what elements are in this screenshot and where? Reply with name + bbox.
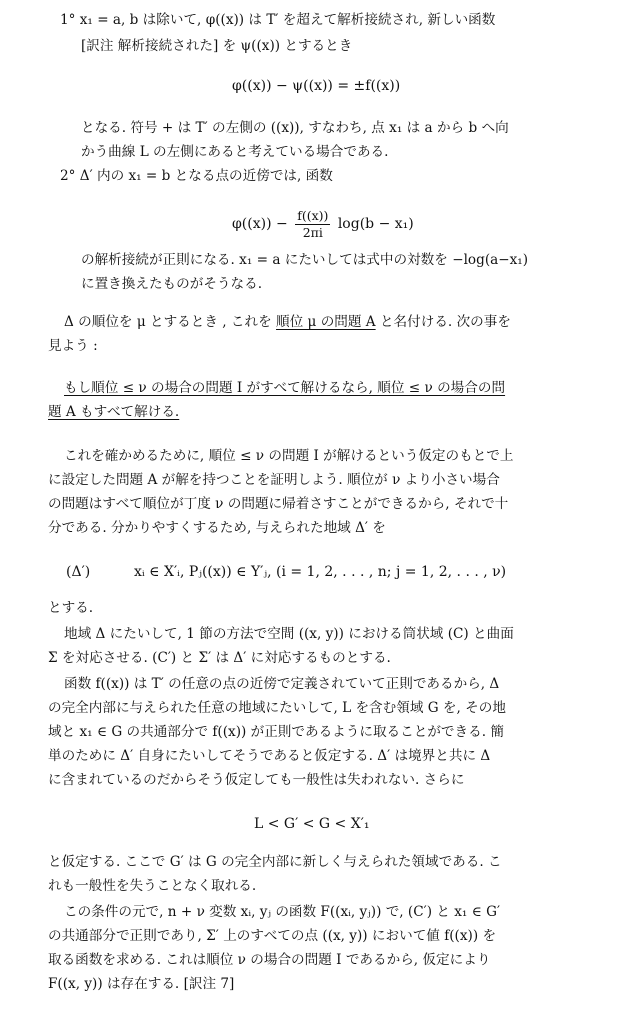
item1-line2: [訳注 解析接続された] を ψ((x)) とするとき [81,38,353,54]
body-p4-line1: と仮定する. ここで G′ は G の完全内部に新しく与えられた領域である. こ [48,854,502,870]
definition-underlined-term: 順位 μ の問題 A [276,314,376,330]
body-p5-line4: F((x, y)) は存在する. [訳注 7] [48,976,235,992]
item2-equation [232,204,414,244]
body-p2-line2: Σ を対応させる. (C′) と Σ′ は Δ′ に対応するものとする. [48,650,391,666]
item2-eq-denominator: 2πi [302,224,323,240]
body-p4-line2: れも一般性を失うことなく取れる. [48,878,257,894]
body-p3-line2: の完全内部に与えられた任意の地域にたいして, L を含む領域 G を, その地 [48,700,506,716]
body-p1-line4: 分である. 分かりやすくするため, 与えられた地域 Δ′ を [48,520,386,536]
item1-after1: となる. 符号 + は T′ の左側の ((x)), すなわち, 点 x₁ は a から b へ向 [81,120,509,136]
body-p1-line2: に設定した問題 A が解を持つことを証明しよう. 順位が ν より小さい場合 [48,472,500,488]
claim-line1: もし順位 ≤ ν の場合の問題 I がすべて解けるなら, 順位 ≤ ν の場合の問 [64,380,506,396]
definition-line2: 見よう : [48,338,98,354]
body-p2-line1: 地域 Δ にたいして, 1 節の方法で空間 ((x, y)) における筒状域 (C) と曲面 [64,626,514,642]
domain-formula: xᵢ ∈ X′ᵢ, Pⱼ((x)) ∈ Y′ⱼ, (i = 1, 2, . . . , n; j = 1, 2, . . . , ν) [134,564,507,580]
item1-line1: 1° x₁ = a, b は除いて, φ((x)) は T′ を超えて解析接続され, 新しい函数 [60,12,496,28]
body-p3-line5: に含まれているのだからそう仮定しても一般性は失われない. さらに [48,772,465,788]
body-p1-line3: の問題はすべて順位が丁度 ν の問題に帰着さすことができるから, それで十 [48,496,509,512]
definition-line1 [64,312,511,332]
body-p3-line4: 単のために Δ′ 自身にたいしてそうであると仮定する. Δ′ は境界と共に Δ [48,748,491,764]
body-p1-end: とする. [48,600,94,616]
claim-line2: 題 A もすべて解ける. [48,404,180,420]
body-p3-line1: 函数 f((x)) は T′ の任意の点の近傍で定義されていて正則であるから, Δ [64,676,500,692]
item2-eq-numerator: f((x)) [297,207,329,223]
item2-after2: に置き換えたものがそうなる. [81,276,263,292]
definition-line1-a: Δ の順位を μ とするとき , これを [64,314,272,330]
body-p5-line3: 取る函数を求める. これは順位 ν の場合の問題 I であるから, 仮定により [48,952,491,968]
item2-line1: 2° Δ′ 内の x₁ = b となる点の近傍では, 函数 [60,168,333,184]
item2-eq-left: φ((x)) − [232,216,288,232]
body-p5-line2: の共通部分で正則であり, Σ′ 上のすべての点 ((x, y)) において値 f((x)) を [48,928,497,944]
inequality-equation: L < G′ < G < X′₁ [254,816,370,832]
item1-after2: かう曲線 L の左側にあると考えている場合である. [81,144,389,160]
item2-eq-fraction [295,208,330,241]
item2-eq-right: log(b − x₁) [337,216,414,232]
item1-equation: φ((x)) − ψ((x)) = ±f((x)) [232,78,401,94]
body-p5-line1: この条件の元で, n + ν 変数 xᵢ, yⱼ の函数 F((xᵢ, yⱼ)) で, (C′) と x₁ ∈ G′ [64,904,501,920]
item2-after1: の解析接続が正則になる. x₁ = a にたいしては式中の対数を −log(a−x₁) [81,252,529,268]
domain-label: (Δ′) [66,564,91,580]
body-p3-line3: 域と x₁ ∈ G の共通部分で f((x)) が正則であるように取ることができる. 簡 [48,724,504,740]
body-p1-line1: これを確かめるために, 順位 ≤ ν の問題 I が解けるという仮定のもとで上 [64,448,514,464]
definition-line1-b: と名付ける. 次の事を [379,314,511,330]
